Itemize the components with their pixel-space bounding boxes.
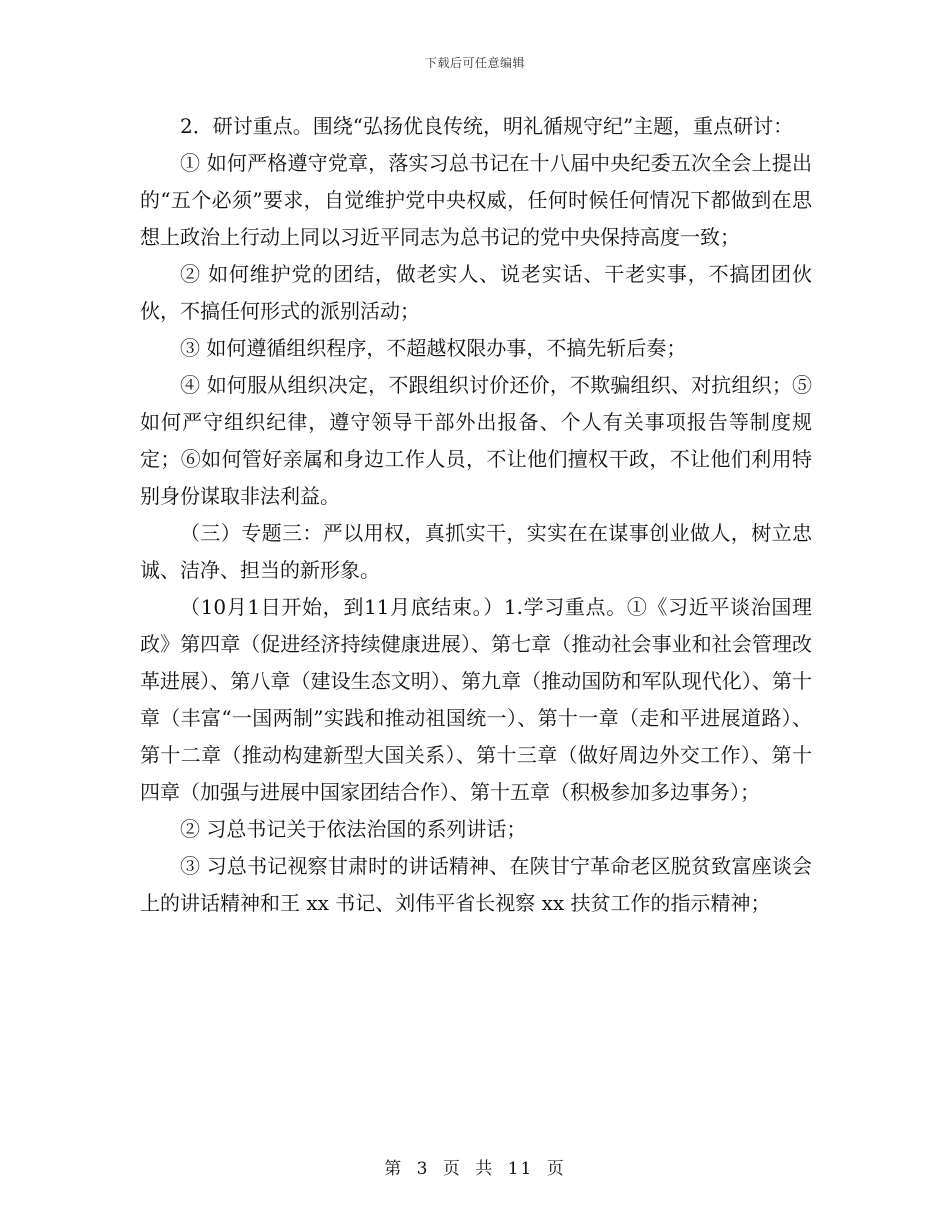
paragraph-study-item-3: ③ 习总书记视察甘肃时的讲话精神、在陕甘宁革命老区脱贫致富座谈会上的讲话精神和王 xx 书记、刘伟平省长视察 xx 扶贫工作的指示精神； bbox=[140, 854, 812, 915]
paragraph-item-3: ③ 如何遵循组织程序，不超越权限办事，不搞先斩后奏； bbox=[180, 336, 687, 360]
paragraph-topic-3: （三）专题三：严以用权，真抓实干，实实在在谋事创业做人，树立忠诚、洁净、担当的新形象。 bbox=[140, 521, 812, 582]
page-number: 第 3 页 共 11 页 bbox=[384, 1159, 566, 1179]
page-header: 下载后可任意编辑 bbox=[424, 56, 525, 70]
paragraph-item-2: ② 如何维护党的团结，做老实人、说老实话、干老实事，不搞团团伙伙，不搞任何形式的派别活动； bbox=[140, 262, 812, 323]
paragraph-study-focus: （10月1日开始，到11月底结束。）1.学习重点。①《习近平谈治国理政》第四章（促进经济持续健康进展）、第七章（推动社会事业和社会管理改革进展）、第八章（建设生态文明）、第九章（推动国防和军队现代化）、第十章（丰富“一国两制”实践和推动祖国统一）、第十一章（走和平进展道路）、第十二章（推动构建新型大国关系）、第十三章（做好周边外交工作）、第十四章（加强与进展中国家团结合作）、第十五章（积极参加多边事务）； bbox=[140, 595, 812, 804]
paragraph-item-4-6: ④ 如何服从组织决定，不跟组织讨价还价，不欺骗组织、对抗组织；⑤如何严守组织纪律，遵守领导干部外出报备、个人有关事项报告等制度规定；⑥如何管好亲属和身边工作人员，不让他们擅权干政，不让他们利用特别身份谋取非法利益。 bbox=[140, 373, 812, 508]
paragraph-item-1: ① 如何严格遵守党章，落实习总书记在十八届中央纪委五次全会上提出的“五个必须”要求，自觉维护党中央权威，任何时候任何情况下都做到在思想上政治上行动上同以习近平同志为总书记的党中央保持高度一致； bbox=[140, 151, 812, 249]
document-body bbox=[140, 108, 812, 922]
paragraph-research-focus: 2．研讨重点。围绕“弘扬优良传统，明礼循规守纪”主题，重点研讨： bbox=[180, 114, 794, 138]
paragraph-study-item-2: ② 习总书记关于依法治国的系列讲话； bbox=[180, 817, 527, 841]
